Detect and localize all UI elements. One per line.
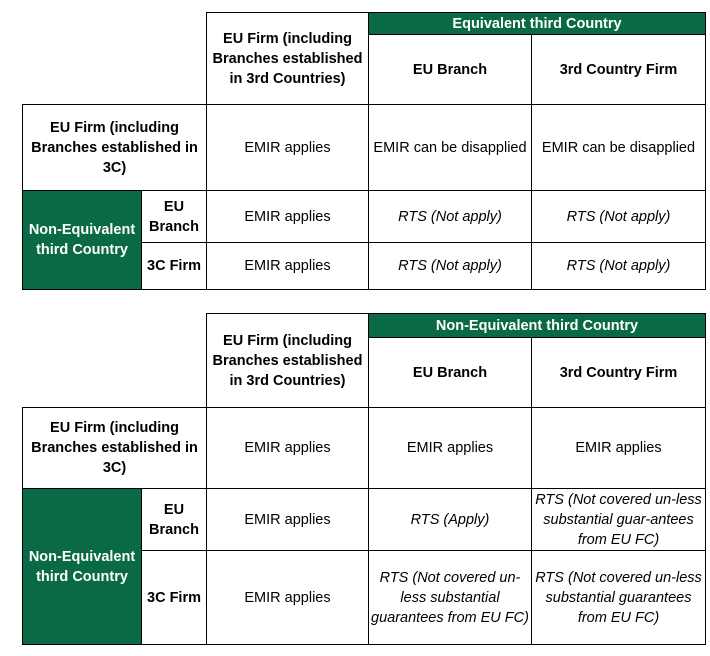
cell: EMIR applies [207,551,369,645]
col-header-eu-firm: EU Firm (including Branches established in 3rd Countries) [207,314,369,408]
corner-blank [23,314,207,408]
row-header-3c-firm: 3C Firm [142,243,207,290]
cell: RTS (Not apply) [369,243,532,290]
col-header-eu-branch: EU Branch [369,35,532,105]
cell: EMIR applies [207,408,369,489]
cell: RTS (Not covered un-less substantial guarantees from EU FC) [369,551,532,645]
col-header-eu-firm: EU Firm (including Branches established in 3rd Countries) [207,13,369,105]
cell: EMIR applies [532,408,706,489]
cell: EMIR applies [207,105,369,191]
corner-blank [23,13,207,105]
cell: EMIR applies [207,191,369,243]
row-header-eu-branch: EU Branch [142,489,207,551]
cell: EMIR applies [369,408,532,489]
cell: RTS (Not apply) [532,243,706,290]
row-header-eu-branch: EU Branch [142,191,207,243]
cell: RTS (Apply) [369,489,532,551]
cell: RTS (Not covered un-less substantial guarantees from EU FC) [532,551,706,645]
cell: RTS (Not covered un-less substantial guar-antees from EU FC) [532,489,706,551]
group-header-equivalent: Equivalent third Country [369,13,706,35]
row-group-non-equivalent: Non-Equivalent third Country [23,191,142,290]
cell: EMIR applies [207,243,369,290]
col-header-3c-firm: 3rd Country Firm [532,35,706,105]
table-non-equivalent-third-country [22,313,706,645]
cell: EMIR can be disapplied [532,105,706,191]
row-group-non-equivalent: Non-Equivalent third Country [23,489,142,645]
col-header-eu-branch: EU Branch [369,338,532,408]
cell: RTS (Not apply) [532,191,706,243]
row-header-3c-firm: 3C Firm [142,551,207,645]
row-header-eu-firm: EU Firm (including Branches established in 3C) [23,105,207,191]
row-header-eu-firm: EU Firm (including Branches established in 3C) [23,408,207,489]
cell: RTS (Not apply) [369,191,532,243]
table-equivalent-third-country [22,12,706,290]
cell: EMIR applies [207,489,369,551]
cell: EMIR can be disapplied [369,105,532,191]
col-header-3c-firm: 3rd Country Firm [532,338,706,408]
group-header-non-equivalent: Non-Equivalent third Country [369,314,706,338]
